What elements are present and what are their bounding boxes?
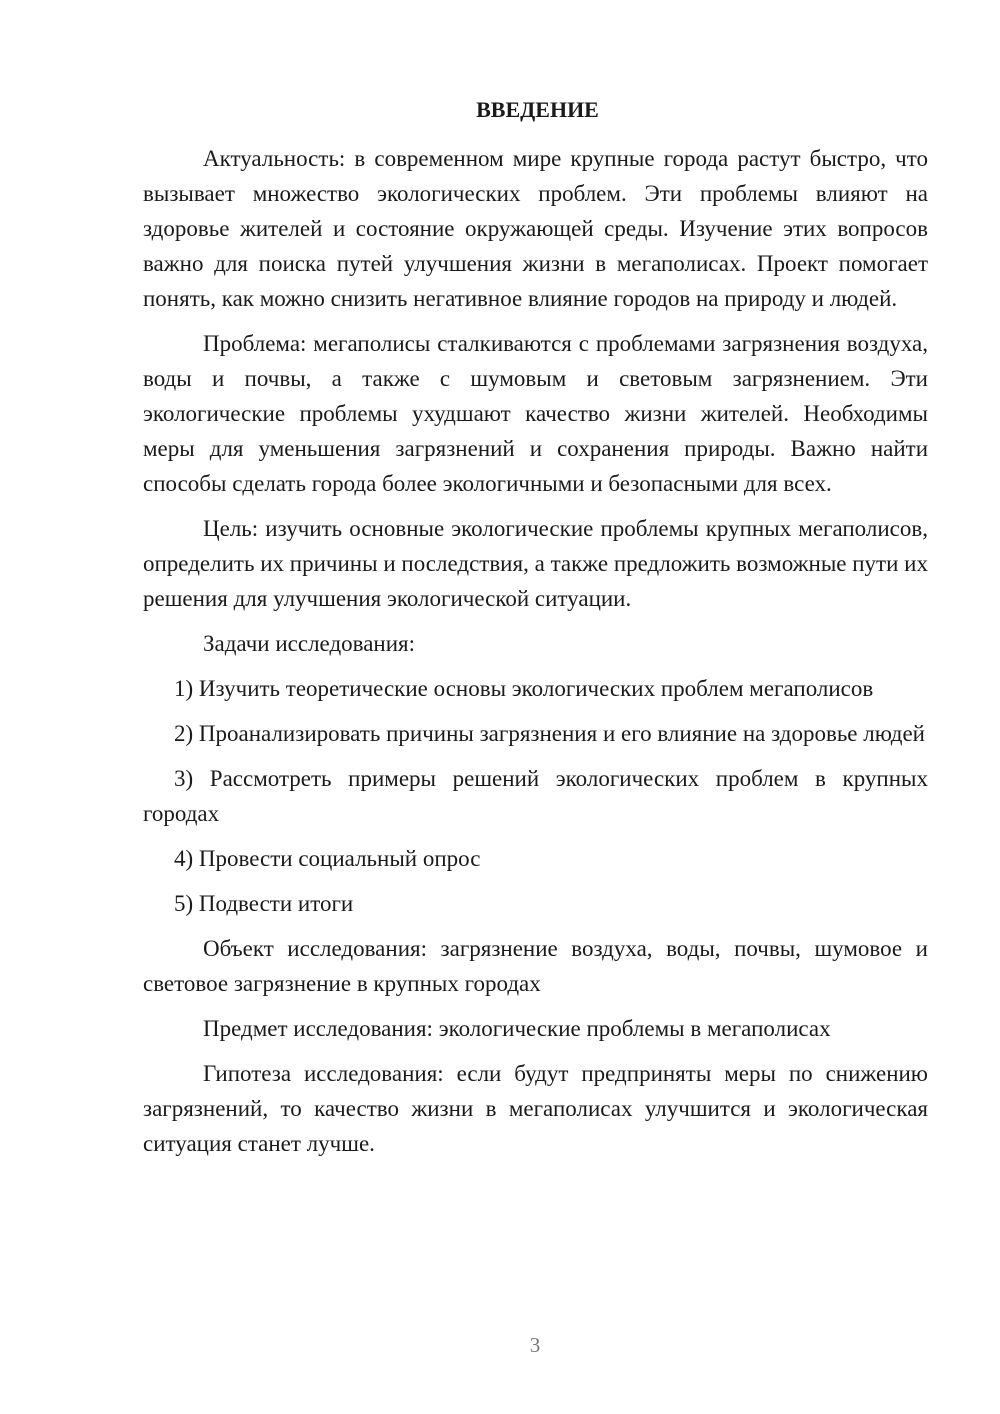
tasks-heading: Задачи исследования: — [203, 631, 416, 656]
list-item: 5) Подвести итоги — [174, 891, 354, 916]
paragraph-subject: Предмет исследования: экологические проблемы в мегаполисах — [203, 1016, 831, 1041]
paragraph-goal: Цель: изучить основные экологические проблемы крупных мегаполисов, определить их причины и последствия, а также предложить возможные пути их решения для улучшения экологической ситуации. — [143, 516, 928, 611]
list-item: 2) Проанализировать причины загрязнения и его влияние на здоровье людей — [174, 721, 925, 746]
paragraph-relevance: Актуальность: в современном мире крупные города растут быстро, что вызывает множество экологических проблем. Эти проблемы влияют на здоровье жителей и состояние окружающей среды. Изучение этих вопросов важно для поиска путей улучшения жизни в мегаполисах. Проект помогает понять, как можно снизить негативное влияние городов на природу и людей. — [143, 146, 928, 311]
list-item: 3) Рассмотреть примеры решений экологических проблем в крупных городах — [143, 766, 928, 826]
paragraph-object: Объект исследования: загрязнение воздуха, воды, почвы, шумовое и световое загрязнение в крупных городах — [143, 936, 928, 996]
page-title: ВВЕДЕНИЕ — [476, 97, 599, 122]
paragraph-hypothesis: Гипотеза исследования: если будут предприняты меры по снижению загрязнений, то качество жизни в мегаполисах улучшится и экологическая ситуация станет лучше. — [143, 1061, 928, 1156]
page-content — [143, 92, 928, 1171]
list-item: 1) Изучить теоретические основы экологических проблем мегаполисов — [174, 676, 874, 701]
paragraph-problem: Проблема: мегаполисы сталкиваются с проблемами загрязнения воздуха, воды и почвы, а также с шумовым и световым загрязнением. Эти экологические проблемы ухудшают качество жизни жителей. Необходимы меры для уменьшения загрязнений и сохранения природы. Важно найти способы сделать города более экологичными и безопасными для всех. — [143, 331, 928, 496]
page-number: 3 — [529, 1333, 541, 1357]
list-item: 4) Провести социальный опрос — [174, 846, 481, 871]
